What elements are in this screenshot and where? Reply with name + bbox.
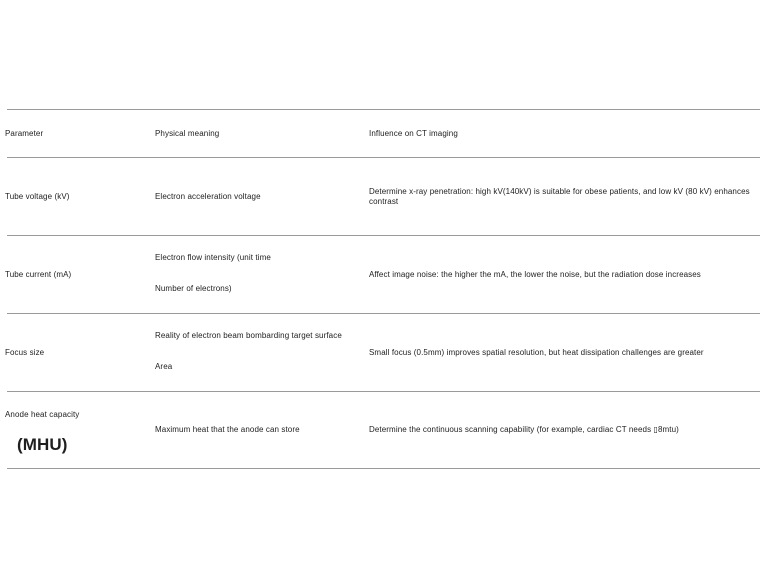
- row-meaning-line2: Number of electrons): [155, 284, 232, 293]
- row-parameter-line2: (MHU): [17, 435, 68, 454]
- table-header-row: [7, 109, 760, 157]
- table-row: [7, 391, 760, 469]
- row-influence: Small focus (0.5mm) improves spatial resolution, but heat dissipation challenges are greater: [369, 347, 704, 357]
- table-row: [7, 313, 760, 391]
- row-parameter: Tube voltage (kV): [5, 191, 70, 201]
- row-influence: Determine the continuous scanning capability (for example, cardiac CT needs ▯8mtu): [369, 425, 679, 434]
- header-physical-meaning: Physical meaning: [155, 128, 220, 138]
- table-row: [7, 157, 760, 235]
- row-parameter-line1: Anode heat capacity: [5, 410, 80, 419]
- row-parameter: Tube current (mA): [5, 269, 72, 279]
- row-meaning-line1: Reality of electron beam bombarding target surface: [155, 331, 342, 340]
- header-parameter: Parameter: [5, 128, 44, 138]
- row-meaning-line2: Area: [155, 362, 173, 371]
- parameter-table: [7, 109, 760, 469]
- row-meaning: Maximum heat that the anode can store: [155, 425, 300, 434]
- row-meaning-line1: Electron flow intensity (unit time: [155, 253, 271, 262]
- header-influence: Influence on CT imaging: [369, 128, 458, 138]
- row-influence: Affect image noise: the higher the mA, the lower the noise, but the radiation dose increases: [369, 269, 701, 279]
- row-influence: Determine x-ray penetration: high kV(140kV) is suitable for obese patients, and low kV (80 kV) enhances contrast: [369, 186, 750, 206]
- table-row: [7, 235, 760, 313]
- row-meaning: Electron acceleration voltage: [155, 191, 261, 201]
- row-parameter: Focus size: [5, 347, 45, 357]
